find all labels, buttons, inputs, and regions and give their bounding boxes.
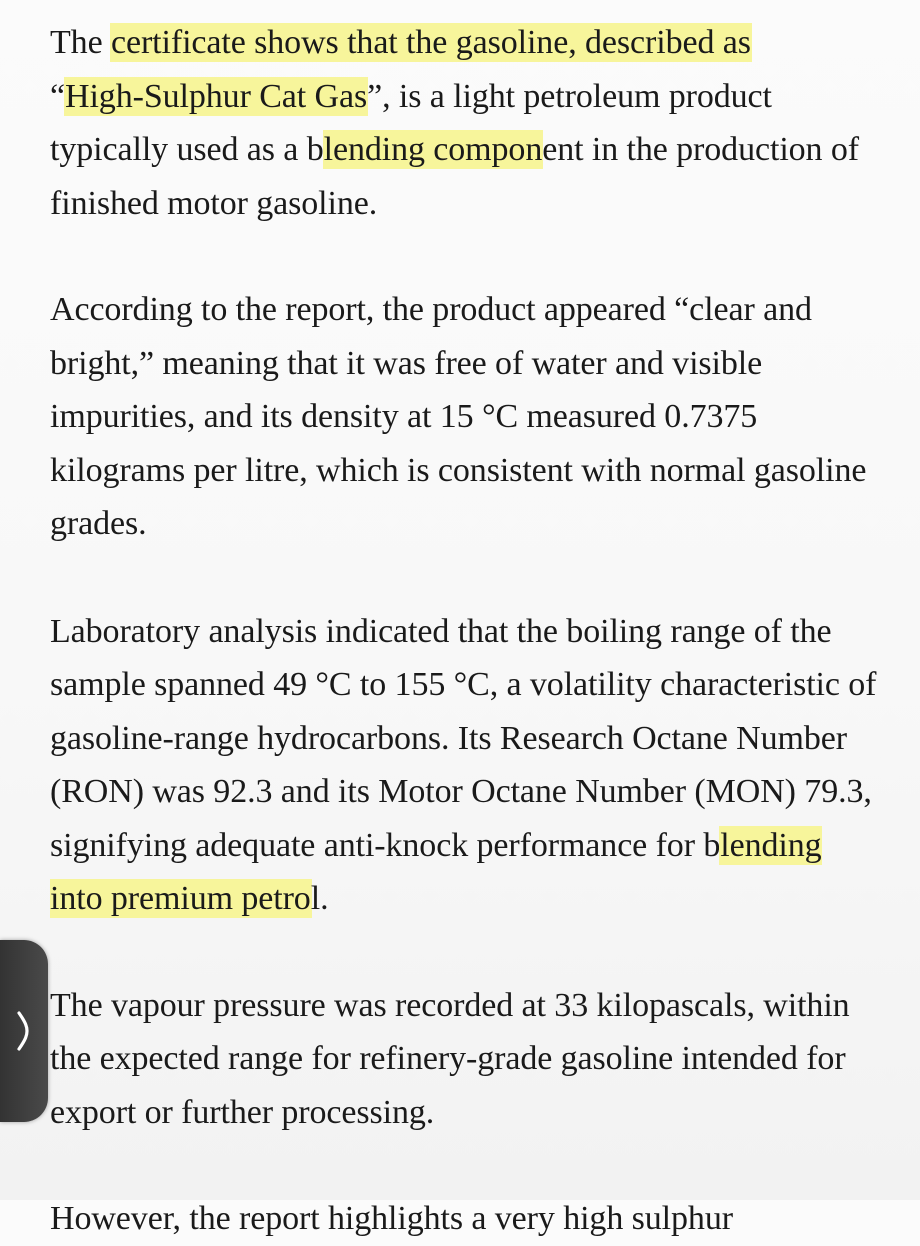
highlighted-text[interactable]: lending compon xyxy=(323,131,543,168)
paragraph-text: Laboratory analysis indicated that the boiling range of the sample spanned 49 °C to 155 °C, a volatility characteristic of gasoline-range hydrocarbons. Its Research Octane Number (RON) was 92.3 and its Motor Octane Number (MON) 79.3, signifying adequate anti-knock performance for b xyxy=(50,612,877,864)
chevron-right-icon xyxy=(15,1007,33,1055)
highlighted-text[interactable]: High-Sulphur Cat Gas xyxy=(65,77,368,115)
paragraph-text: ”, is a light petroleum product typically used as a b xyxy=(50,77,772,168)
side-panel-toggle[interactable] xyxy=(0,940,48,1122)
highlighted-text[interactable]: lending into premium petro xyxy=(50,826,822,917)
paragraph-laboratory-analysis xyxy=(50,605,880,926)
paragraph-certificate xyxy=(50,16,880,230)
paragraph-text: The xyxy=(50,24,111,61)
paragraph-text: l. xyxy=(310,880,329,917)
article-body xyxy=(50,16,880,1246)
paragraph-text: “ xyxy=(50,77,65,115)
paragraph-sulphur: However, the report highlights a very high sulphur xyxy=(50,1200,733,1237)
highlighted-text[interactable]: certificate shows that the gasoline, described as xyxy=(110,24,751,61)
paragraph-text: ent in the production of finished motor gasoline. xyxy=(50,131,859,222)
paragraph-vapour-pressure: The vapour pressure was recorded at 33 kilopascals, within the expected range for refinery-grade gasoline intended for export or further processing. xyxy=(50,986,850,1131)
paragraph-appearance-density: According to the report, the product appeared “clear and bright,” meaning that it was free of water and visible impurities, and its density at 15 °C measured 0.7375 kilograms per litre, which is consistent with normal gasoline grades. xyxy=(50,291,867,542)
